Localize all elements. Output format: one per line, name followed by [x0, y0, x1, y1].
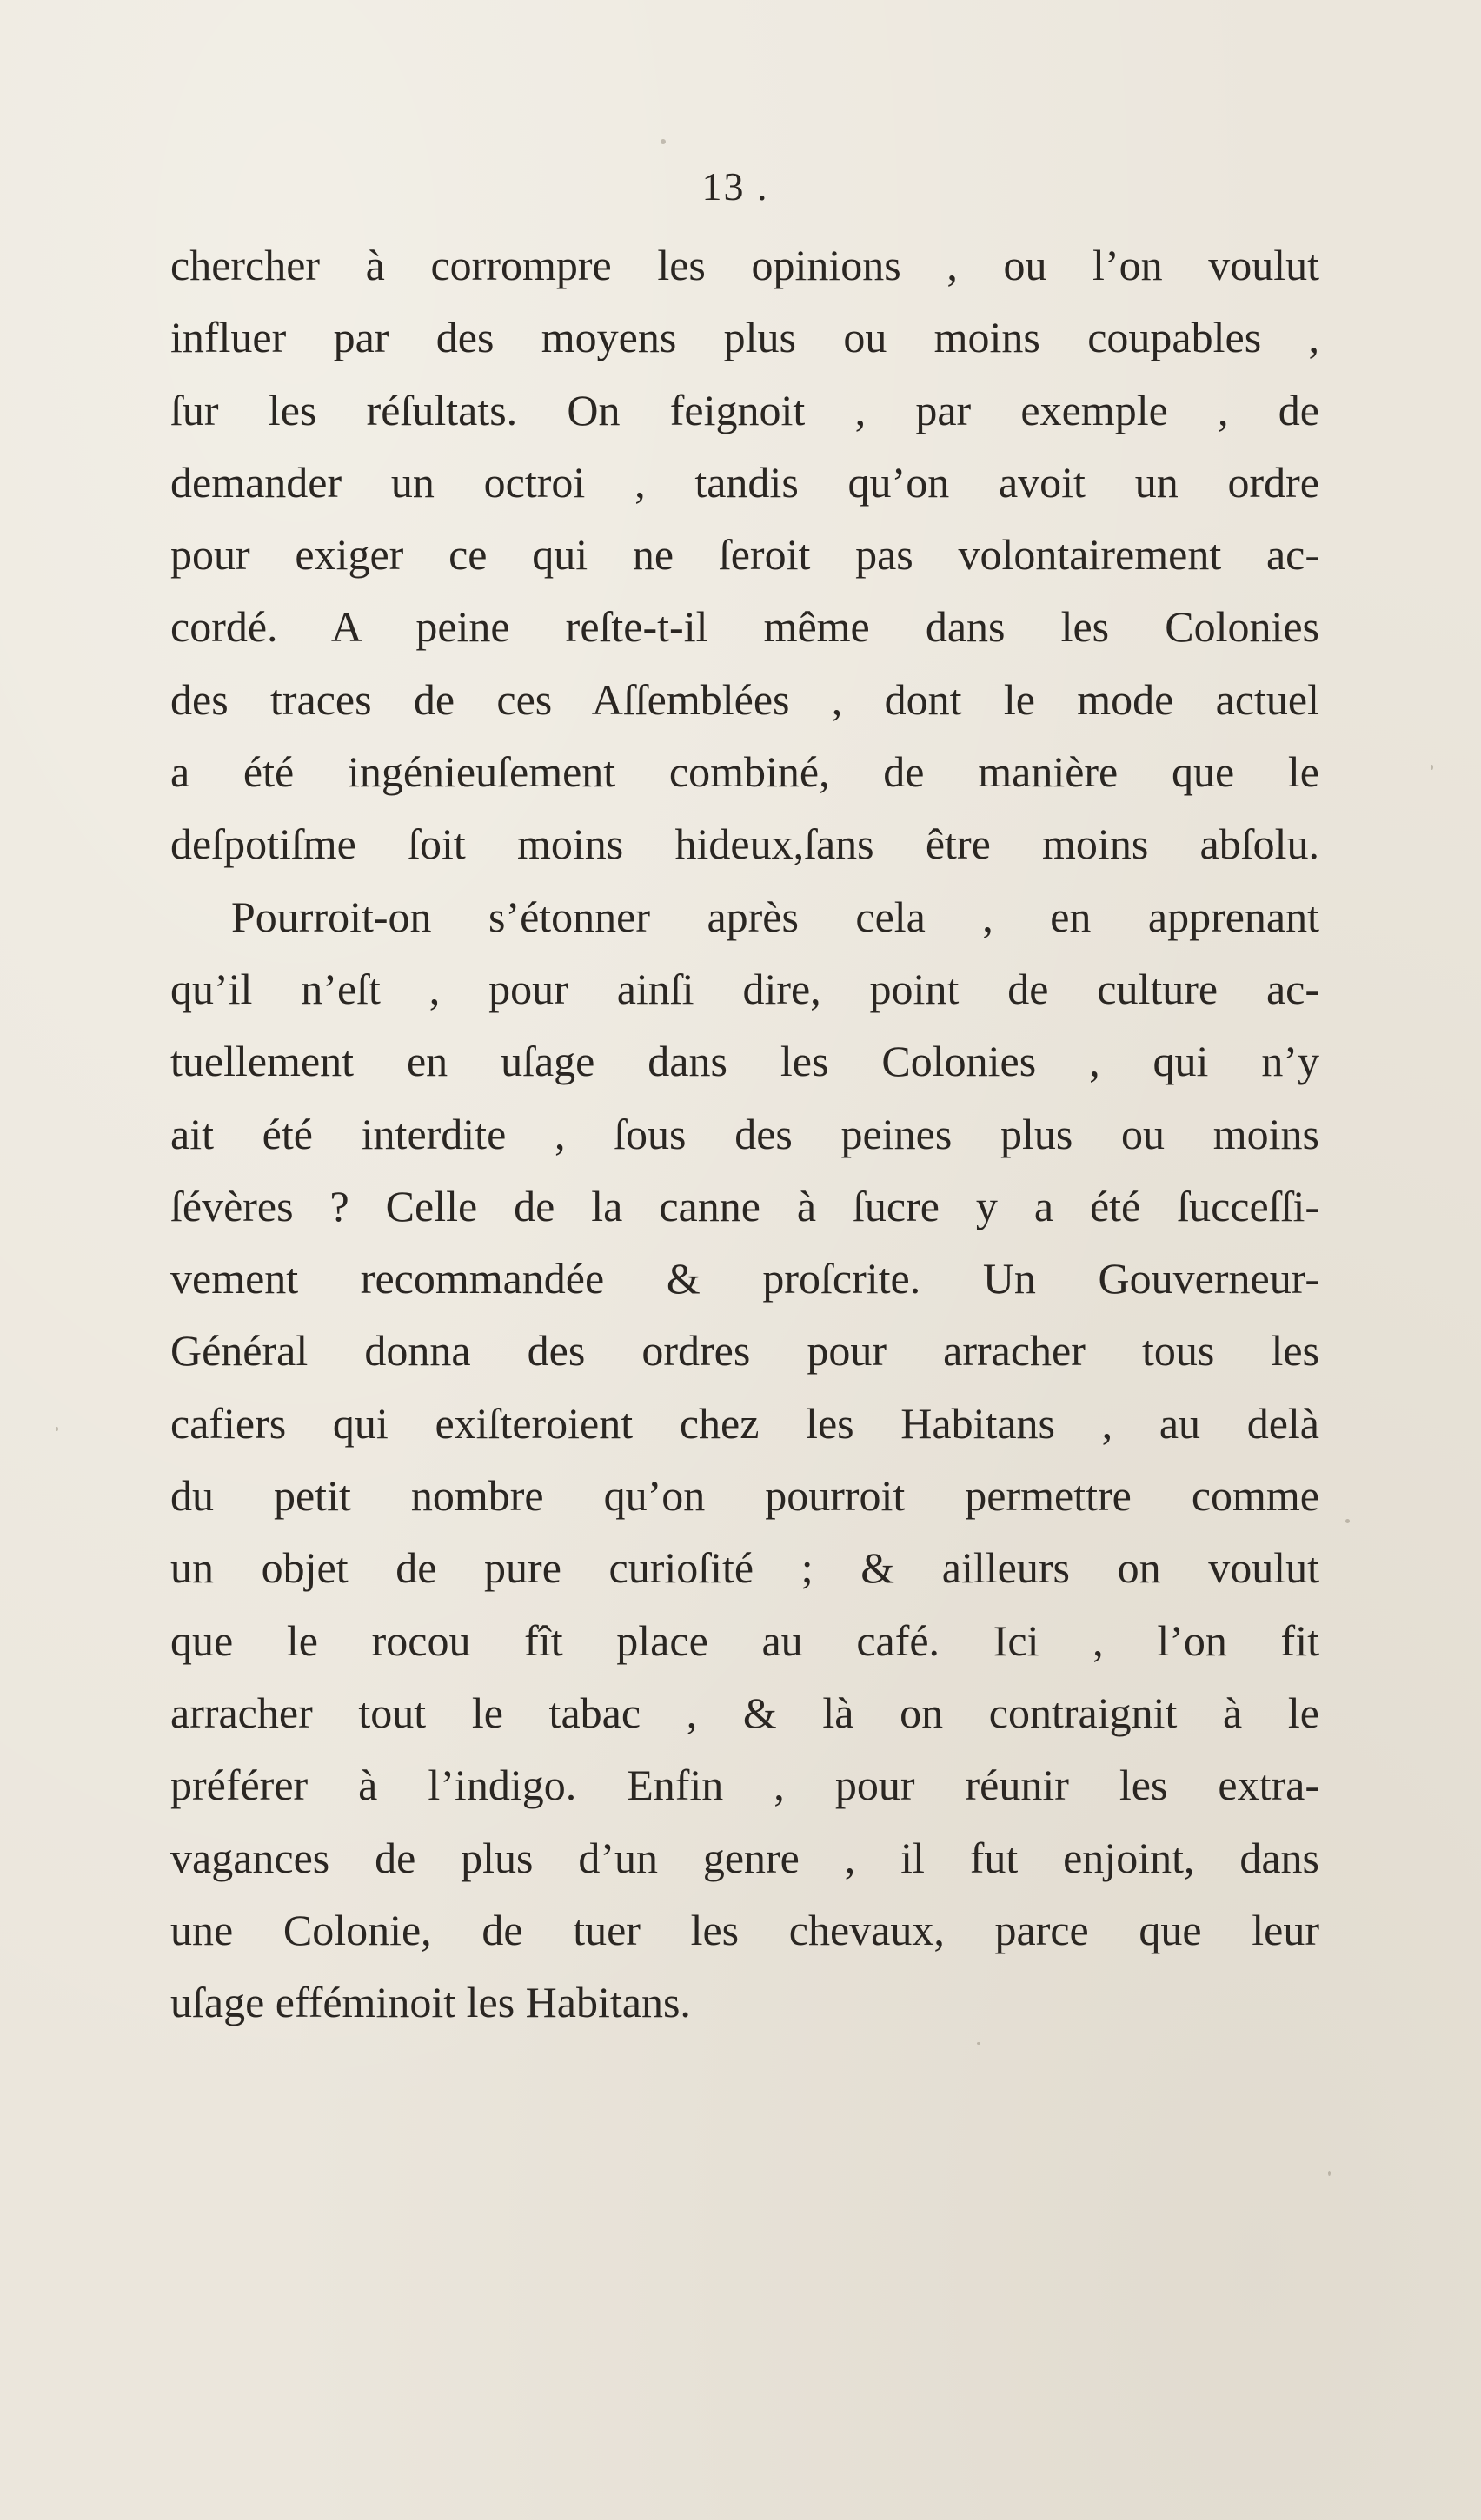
text-line: des traces de ces Aſſemblées , dont le mode actuel	[170, 674, 1319, 724]
paper-speck	[1328, 2171, 1331, 2176]
text-line: arracher tout le tabac , & là on contraignit à le	[170, 1688, 1319, 1737]
paragraph-start-line: Pourroit-on s’étonner après cela , en apprenant	[231, 892, 1319, 941]
text-line: que le rocou fît place au café. Ici , l’on fit	[170, 1615, 1319, 1665]
paper-speck	[977, 2042, 980, 2045]
text-line: deſpotiſme ſoit moins hideux,ſans être moins abſolu.	[170, 819, 1319, 869]
paper-speck	[56, 1427, 58, 1431]
paper-speck	[661, 139, 666, 144]
text-line: préférer à l’indigo. Enfin , pour réunir les extra-	[170, 1761, 1319, 1810]
text-line: ait été interdite , ſous des peines plus ou moins	[170, 1109, 1319, 1158]
text-line: a été ingénieuſement combiné, de manière que le	[170, 747, 1319, 797]
text-line: pour exiger ce qui ne ſeroit pas volontairement ac-	[170, 530, 1319, 580]
text-line: une Colonie, de tuer les chevaux, parce que leur	[170, 1905, 1319, 1954]
text-line: cafiers qui exiſteroient chez les Habitans , au delà	[170, 1398, 1319, 1448]
text-line: influer par des moyens plus ou moins coupables ,	[170, 313, 1319, 362]
text-line: demander un octroi , tandis qu’on avoit un ordre	[170, 457, 1319, 507]
text-line: tuellement en uſage dans les Colonies , qui n’y	[170, 1037, 1319, 1086]
text-line: vagances de plus d’un genre , il fut enjoint, dans	[170, 1833, 1319, 1882]
page-number: 13 .	[701, 164, 769, 209]
text-line: qu’il n’eſt , pour ainſi dire, point de culture ac-	[170, 964, 1319, 1013]
body-text	[170, 229, 1319, 2039]
text-line: ſur les réſultats. On feignoit , par exemple , de	[170, 385, 1319, 434]
paper-speck	[1431, 765, 1433, 770]
paper-speck	[1345, 1519, 1350, 1523]
text-line: chercher à corrompre les opinions , ou l’on voulut	[170, 241, 1319, 289]
text-line: ſévères ? Celle de la canne à ſucre y a été ſucceſſi-	[170, 1181, 1319, 1230]
text-line: un objet de pure curioſité ; & ailleurs on voulut	[170, 1543, 1319, 1593]
text-line: du petit nombre qu’on pourroit permettre comme	[170, 1471, 1319, 1521]
paragraph-end-line: uſage efféminoit les Habitans.	[170, 1978, 691, 2027]
text-line: vement recommandée & proſcrite. Un Gouverneur-	[170, 1254, 1319, 1303]
text-line: cordé. A peine reſte-t-il même dans les Colonies	[170, 602, 1319, 652]
text-line: Général donna des ordres pour arracher tous les	[170, 1326, 1319, 1376]
